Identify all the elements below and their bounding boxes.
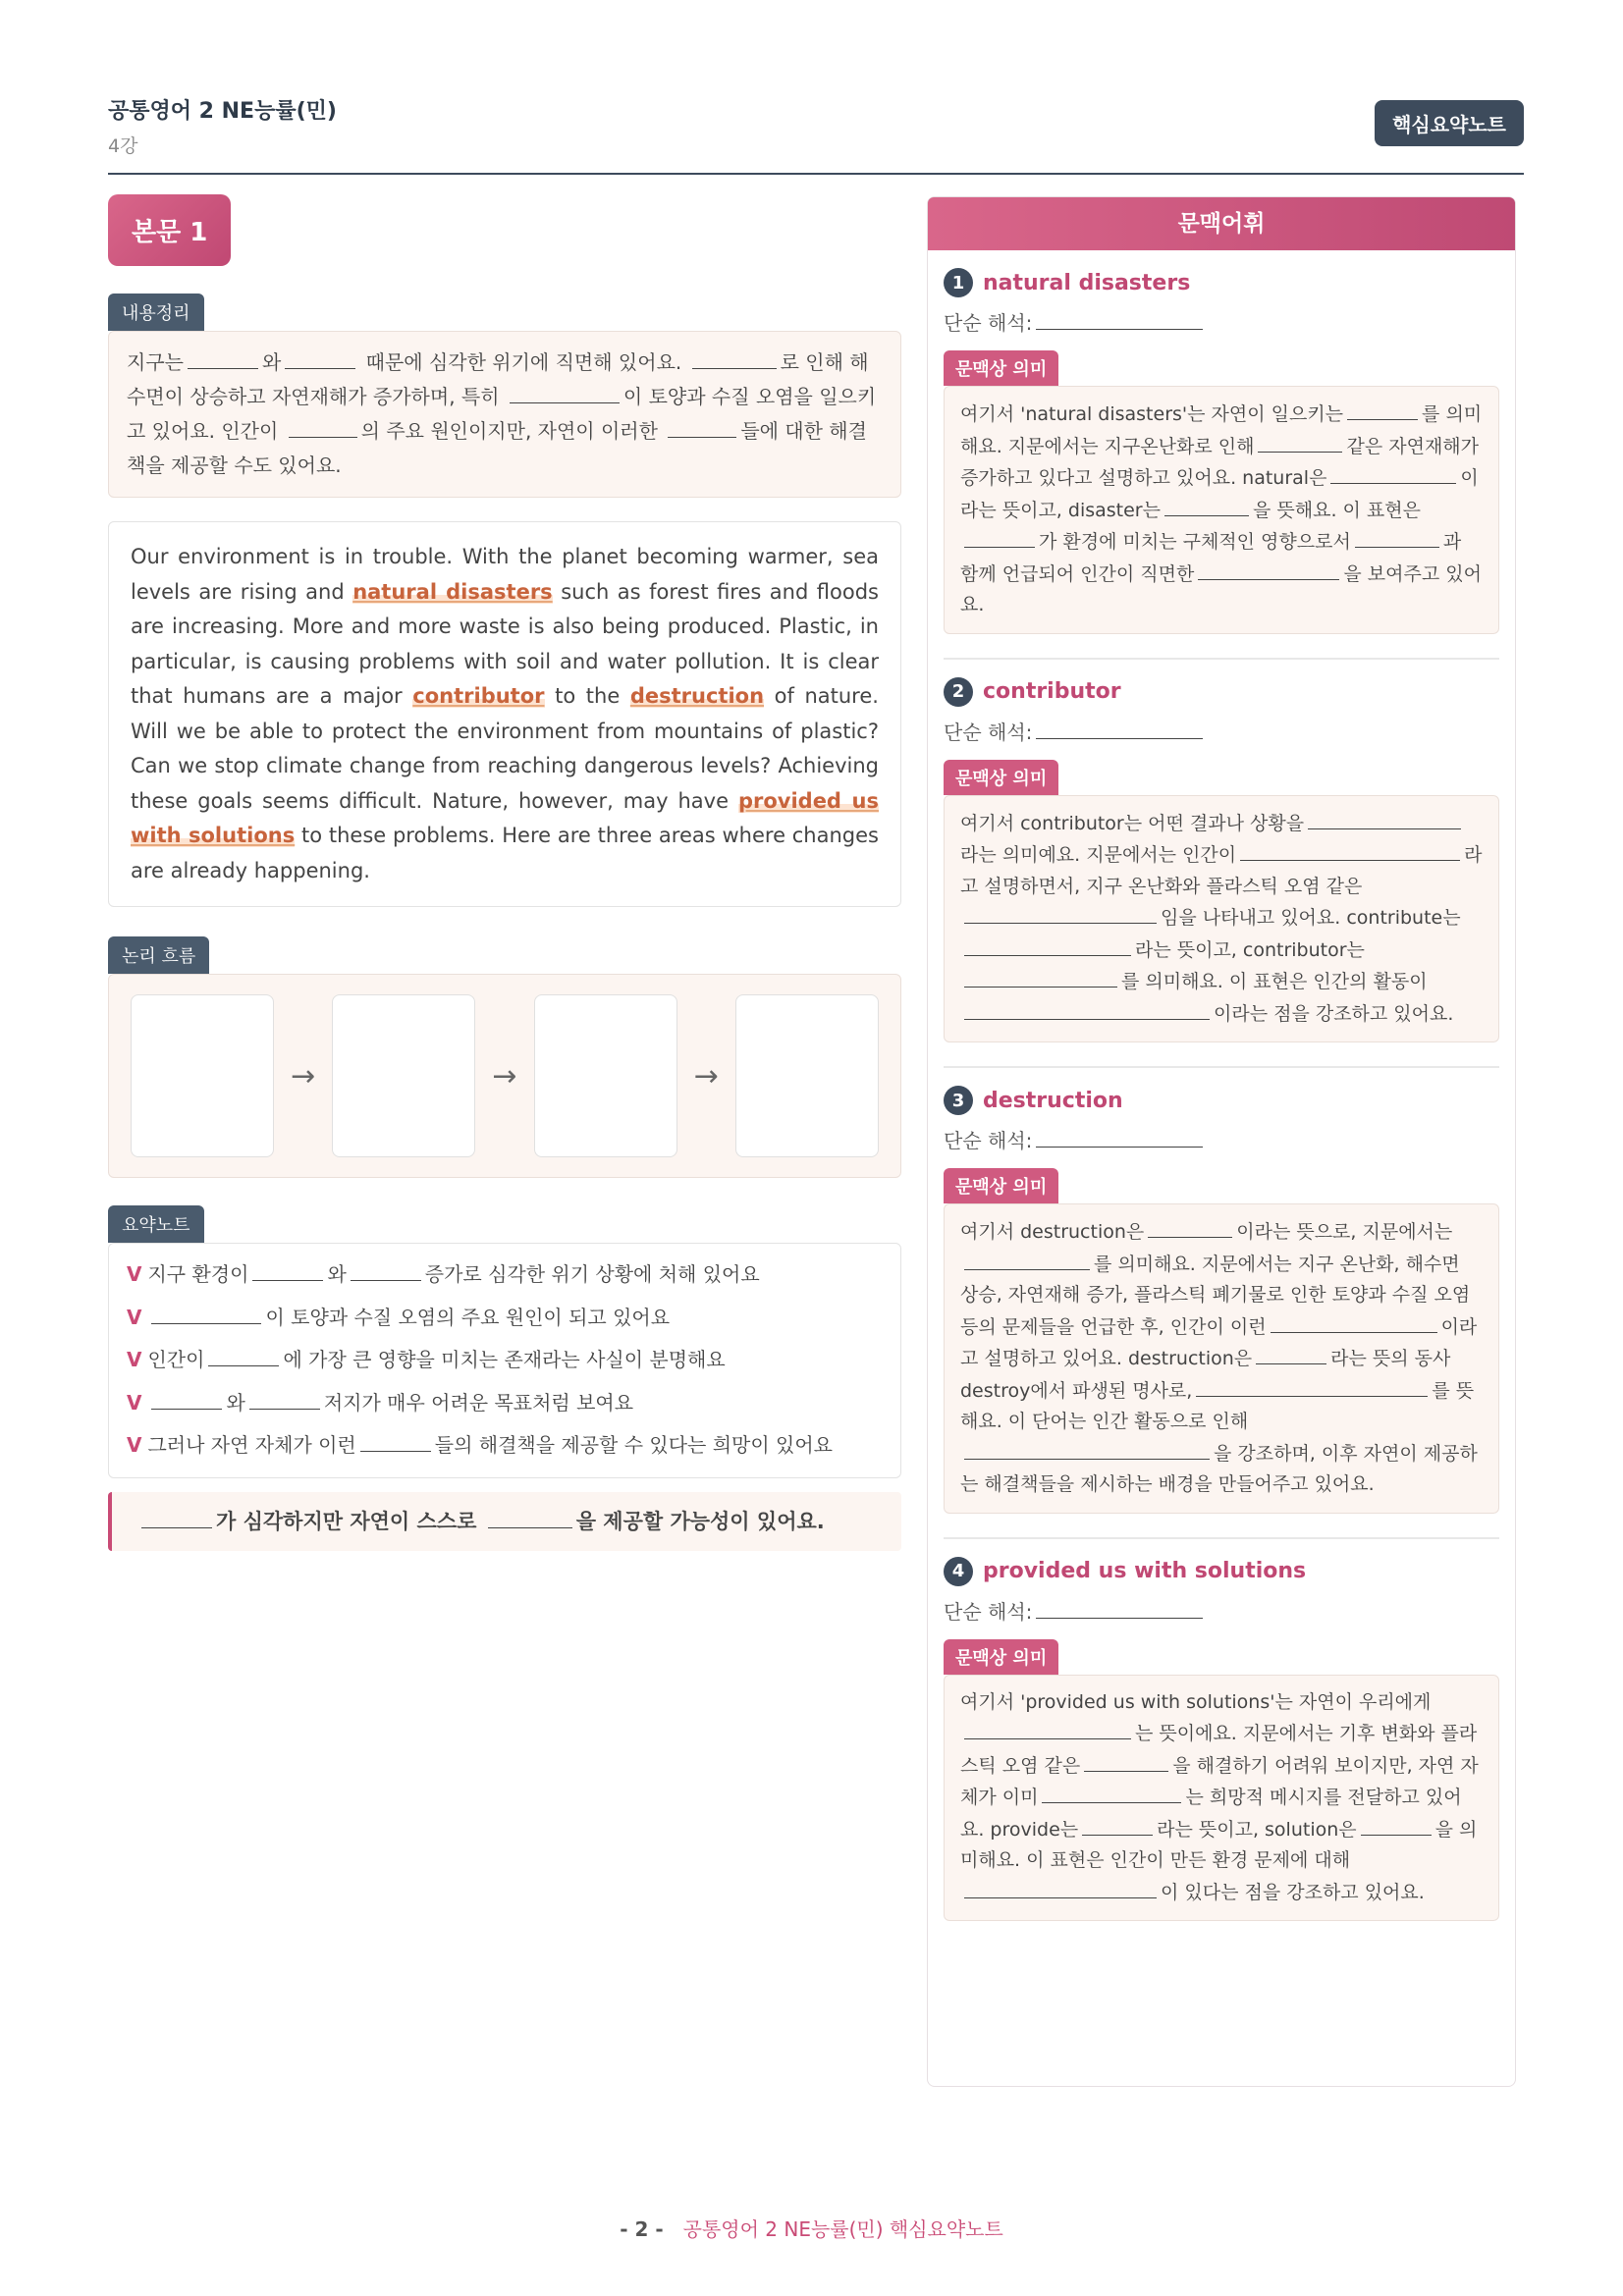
context-text: 여기서 'natural disasters'는 자연이 일으키는 xyxy=(960,403,1344,425)
passage-text: of nature. Will we be able to protect the environment from mountains of plastic? Can we stop climate change from reaching dangerous levels? Achieving these goals seems difficult. Nature, however, may have xyxy=(131,684,879,813)
vocab-word: provided us with solutions xyxy=(983,1559,1307,1583)
check-marker: V xyxy=(127,1305,142,1329)
divider xyxy=(944,658,1499,660)
notes-box xyxy=(108,1243,901,1478)
passage-text: to the xyxy=(555,684,621,708)
answer-blank[interactable] xyxy=(1196,1375,1428,1397)
arrow-right-icon: → xyxy=(492,1058,517,1094)
summary-text: 이 토양과 수질 오염을 일으키고 있어요. 인간이 xyxy=(127,385,877,443)
section-tab: 본문 1 xyxy=(108,194,231,266)
answer-blank[interactable] xyxy=(208,1345,279,1366)
answer-blank[interactable] xyxy=(964,1877,1157,1898)
answer-blank[interactable] xyxy=(141,1507,212,1528)
check-marker: V xyxy=(127,1433,142,1457)
context-text: 을 뜻해요. 이 표현은 xyxy=(1252,499,1421,521)
answer-blank[interactable] xyxy=(1164,495,1249,516)
simple-label: 단순 해석: xyxy=(944,720,1033,744)
arrow-right-icon: → xyxy=(693,1058,719,1094)
answer-blank[interactable] xyxy=(1036,718,1203,739)
answer-blank[interactable] xyxy=(510,382,620,403)
lesson-label: 4강 xyxy=(108,135,138,157)
check-marker: V xyxy=(127,1262,142,1286)
context-text: 를 의미해요. 이 표현은 인간의 활동이 xyxy=(1121,971,1428,992)
conclusion-text: 을 제공할 가능성이 있어요. xyxy=(575,1509,825,1533)
page-header xyxy=(108,94,1524,175)
context-text: 라는 뜻의 동사 destroy에서 파생된 명사로, xyxy=(960,1348,1451,1402)
note-text: 지구 환경이 xyxy=(147,1262,249,1286)
context-text: 을 해결하기 어려워 보이지만, 자연 자체가 이미 xyxy=(960,1754,1479,1808)
note-text: 들의 해결책을 제공할 수 있다는 희망이 있어요 xyxy=(434,1433,833,1457)
answer-blank[interactable] xyxy=(1355,526,1439,548)
context-text: 여기서 'provided us with solutions'는 자연이 우리에게 xyxy=(960,1690,1432,1713)
answer-blank[interactable] xyxy=(1256,1343,1326,1364)
summary-label: 내용정리 xyxy=(108,294,204,331)
answer-blank[interactable] xyxy=(289,416,357,438)
note-text: 에 가장 큰 영향을 미치는 존재라는 사실이 분명해요 xyxy=(283,1348,726,1371)
conclusion-text: 가 심각하지만 자연이 스스로 xyxy=(216,1509,477,1533)
flow-label: 논리 흐름 xyxy=(108,936,209,974)
answer-blank[interactable] xyxy=(1036,1597,1203,1619)
check-marker: V xyxy=(127,1390,142,1415)
context-box xyxy=(944,1203,1499,1514)
summary-text: 의 주요 원인이지만, 자연이 이러한 xyxy=(360,419,658,443)
flow-card[interactable] xyxy=(332,994,475,1157)
answer-blank[interactable] xyxy=(1330,462,1456,484)
context-text: 가 환경에 미치는 구체적인 영향으로서 xyxy=(1039,531,1351,553)
passage-text: Our environment is in trouble. With the planet becoming warmer, sea levels are rising and xyxy=(131,545,879,604)
answer-blank[interactable] xyxy=(1258,431,1342,453)
flow-box xyxy=(108,974,901,1178)
answer-blank[interactable] xyxy=(1036,1126,1203,1148)
note-line xyxy=(127,1297,883,1340)
answer-blank[interactable] xyxy=(964,526,1035,548)
context-text: 여기서 contributor는 어떤 결과나 상황을 xyxy=(960,812,1305,834)
vocab-word: natural disasters xyxy=(983,270,1191,295)
answer-blank[interactable] xyxy=(360,1430,431,1452)
vocab-highlight[interactable]: provided us with solutions xyxy=(131,788,879,847)
passage-text: such as forest fires and floods are increasing. More and more waste is also being produced. Plastic, in particular, is causing problems with soil and water pollution. It is clear that humans are a major xyxy=(131,579,880,708)
summary-section xyxy=(108,294,901,498)
context-box xyxy=(944,795,1499,1043)
summary-text: 로 인해 해수면이 상승하고 자연재해가 증가하며, 특히 xyxy=(127,350,869,408)
context-text: 라는 뜻이고, solution은 xyxy=(1157,1818,1357,1841)
page-footer xyxy=(0,2214,1623,2242)
flow-card[interactable] xyxy=(534,994,677,1157)
context-text: 과 함께 언급되어 인간이 직면한 xyxy=(960,531,1462,585)
vocab-item xyxy=(928,677,1515,1069)
context-text: 이라는 뜻이고, disaster는 xyxy=(960,467,1479,521)
vocab-highlight[interactable]: contributor xyxy=(412,684,545,708)
note-type-badge: 핵심요약노트 xyxy=(1375,100,1524,146)
context-text: 이 있다는 점을 강조하고 있어요. xyxy=(1161,1881,1425,1903)
answer-blank[interactable] xyxy=(249,1388,320,1410)
answer-blank[interactable] xyxy=(964,1718,1131,1739)
context-text: 이라는 뜻으로, 지문에서는 xyxy=(1236,1221,1453,1243)
answer-blank[interactable] xyxy=(1308,808,1461,829)
answer-blank[interactable] xyxy=(1240,839,1460,861)
divider xyxy=(944,1537,1499,1539)
answer-blank[interactable] xyxy=(252,1259,323,1281)
note-text: 와 xyxy=(327,1262,347,1286)
vocab-item xyxy=(928,1557,1515,1922)
context-label: 문맥상 의미 xyxy=(944,1168,1058,1203)
context-text: 를 의미해요. 지문에서는 지구온난화로 인해 xyxy=(960,403,1483,457)
note-text: 저지가 매우 어려운 목표처럼 보여요 xyxy=(323,1390,634,1415)
context-text: 를 뜻해요. 이 단어는 인간 활동으로 인해 xyxy=(960,1379,1475,1432)
answer-blank[interactable] xyxy=(1347,399,1418,420)
context-text: 는 희망적 메시지를 전달하고 있어요. provide는 xyxy=(960,1787,1462,1841)
context-text: 여기서 destruction은 xyxy=(960,1221,1145,1243)
notes-label: 요약노트 xyxy=(108,1205,204,1243)
flow-card[interactable] xyxy=(131,994,274,1157)
context-text: 는 뜻이에요. 지문에서는 기후 변화와 플라스틱 오염 같은 xyxy=(960,1723,1478,1777)
note-text: 그러나 자연 자체가 이런 xyxy=(147,1433,356,1457)
item-number: 1 xyxy=(944,268,973,297)
vocab-highlight[interactable]: natural disasters xyxy=(352,579,553,604)
arrow-right-icon: → xyxy=(291,1058,316,1094)
vocab-item xyxy=(928,1086,1515,1539)
vocab-word: contributor xyxy=(983,679,1121,704)
answer-blank[interactable] xyxy=(964,998,1210,1020)
check-marker: V xyxy=(127,1348,142,1371)
note-line xyxy=(127,1254,883,1297)
simple-label: 단순 해석: xyxy=(944,1129,1033,1152)
context-text: 을 강조하며, 이후 자연이 제공하는 해결책들을 제시하는 배경을 만들어주고 있어요. xyxy=(960,1442,1478,1495)
conclusion-box xyxy=(108,1492,901,1551)
answer-blank[interactable] xyxy=(488,1507,572,1528)
answer-blank[interactable] xyxy=(1198,559,1339,580)
page-number: - 2 - xyxy=(620,2217,664,2241)
simple-label: 단순 해석: xyxy=(944,1599,1033,1624)
summary-text: 때문에 심각한 위기에 직면해 있어요. xyxy=(365,350,682,374)
summary-text: 와 xyxy=(261,350,282,374)
answer-blank[interactable] xyxy=(151,1303,261,1324)
note-line xyxy=(127,1382,883,1425)
simple-label: 단순 해석: xyxy=(944,311,1033,335)
vocab-item xyxy=(928,268,1515,660)
answer-blank[interactable] xyxy=(1271,1311,1437,1333)
answer-blank[interactable] xyxy=(188,347,258,369)
answer-blank[interactable] xyxy=(1042,1782,1181,1803)
context-text: 임을 나타내고 있어요. contribute는 xyxy=(1161,907,1461,929)
vocab-highlight[interactable]: destruction xyxy=(629,684,765,708)
answer-blank[interactable] xyxy=(1036,308,1203,330)
item-number: 2 xyxy=(944,677,973,707)
context-text: 이라고 설명하고 있어요. destruction은 xyxy=(960,1315,1478,1369)
answer-blank[interactable] xyxy=(964,1438,1210,1460)
context-text: 같은 자연재해가 증가하고 있다고 설명하고 있어요. natural은 xyxy=(960,435,1480,489)
book-title: 공통영어 2 NE능률(민) xyxy=(108,99,337,124)
item-number: 3 xyxy=(944,1086,973,1115)
note-text: 와 xyxy=(226,1390,245,1415)
vocab-panel xyxy=(927,196,1516,2087)
answer-blank[interactable] xyxy=(285,347,355,369)
answer-blank[interactable] xyxy=(1084,1750,1168,1772)
context-label: 문맥상 의미 xyxy=(944,760,1058,795)
summary-box xyxy=(108,331,901,498)
answer-blank[interactable] xyxy=(1148,1216,1232,1238)
context-text: 을 보여주고 있어요. xyxy=(960,562,1482,615)
flow-card[interactable] xyxy=(735,994,879,1157)
summary-text: 지구는 xyxy=(127,350,184,374)
context-text: 이라는 점을 강조하고 있어요. xyxy=(1214,1002,1454,1025)
context-text: 라는 뜻이고, contributor는 xyxy=(1135,938,1365,961)
note-line xyxy=(127,1424,883,1468)
context-box xyxy=(944,1675,1499,1922)
context-label: 문맥상 의미 xyxy=(944,350,1058,386)
summary-text: 들에 대한 해결책을 제공할 수도 있어요. xyxy=(127,419,867,477)
divider xyxy=(944,1066,1499,1068)
notes-section xyxy=(108,1205,901,1478)
answer-blank[interactable] xyxy=(964,934,1131,956)
flow-section xyxy=(108,936,901,1178)
answer-blank[interactable] xyxy=(964,902,1157,924)
context-text: 를 의미해요. 지문에서는 지구 온난화, 해수면 상승, 자연재해 증가, 플라스틱 폐기물로 인한 토양과 수질 오염 등의 문제들을 언급한 후, 인간이 이런 xyxy=(960,1253,1471,1338)
answer-blank[interactable] xyxy=(964,1249,1090,1270)
vocab-panel-title: 문맥어휘 xyxy=(928,197,1515,250)
answer-blank[interactable] xyxy=(1361,1814,1432,1836)
note-text: 인간이 xyxy=(147,1348,205,1371)
item-number: 4 xyxy=(944,1557,973,1586)
note-text: 증가로 심각한 위기 상황에 처해 있어요 xyxy=(424,1262,760,1286)
context-label: 문맥상 의미 xyxy=(944,1639,1058,1675)
answer-blank[interactable] xyxy=(351,1259,421,1281)
answer-blank[interactable] xyxy=(964,966,1117,988)
context-text: 을 의미해요. 이 표현은 인간이 만든 환경 문제에 대해 xyxy=(960,1818,1478,1871)
note-line xyxy=(127,1339,883,1382)
context-text: 라는 의미예요. 지문에서는 인간이 xyxy=(960,844,1237,866)
answer-blank[interactable] xyxy=(668,416,736,438)
left-column xyxy=(108,194,901,1551)
passage-text: to these problems. Here are three areas where changes are already happening. xyxy=(131,824,879,882)
note-text: 이 토양과 수질 오염의 주요 원인이 되고 있어요 xyxy=(265,1305,671,1329)
context-text: 라고 설명하면서, 지구 온난화와 플라스틱 오염 같은 xyxy=(960,844,1483,897)
vocab-word: destruction xyxy=(983,1088,1123,1113)
passage-box xyxy=(108,521,901,907)
answer-blank[interactable] xyxy=(692,347,777,369)
answer-blank[interactable] xyxy=(151,1388,222,1410)
footer-title: 공통영어 2 NE능률(민) 핵심요약노트 xyxy=(682,2217,1003,2241)
answer-blank[interactable] xyxy=(1082,1814,1153,1836)
context-box xyxy=(944,386,1499,634)
